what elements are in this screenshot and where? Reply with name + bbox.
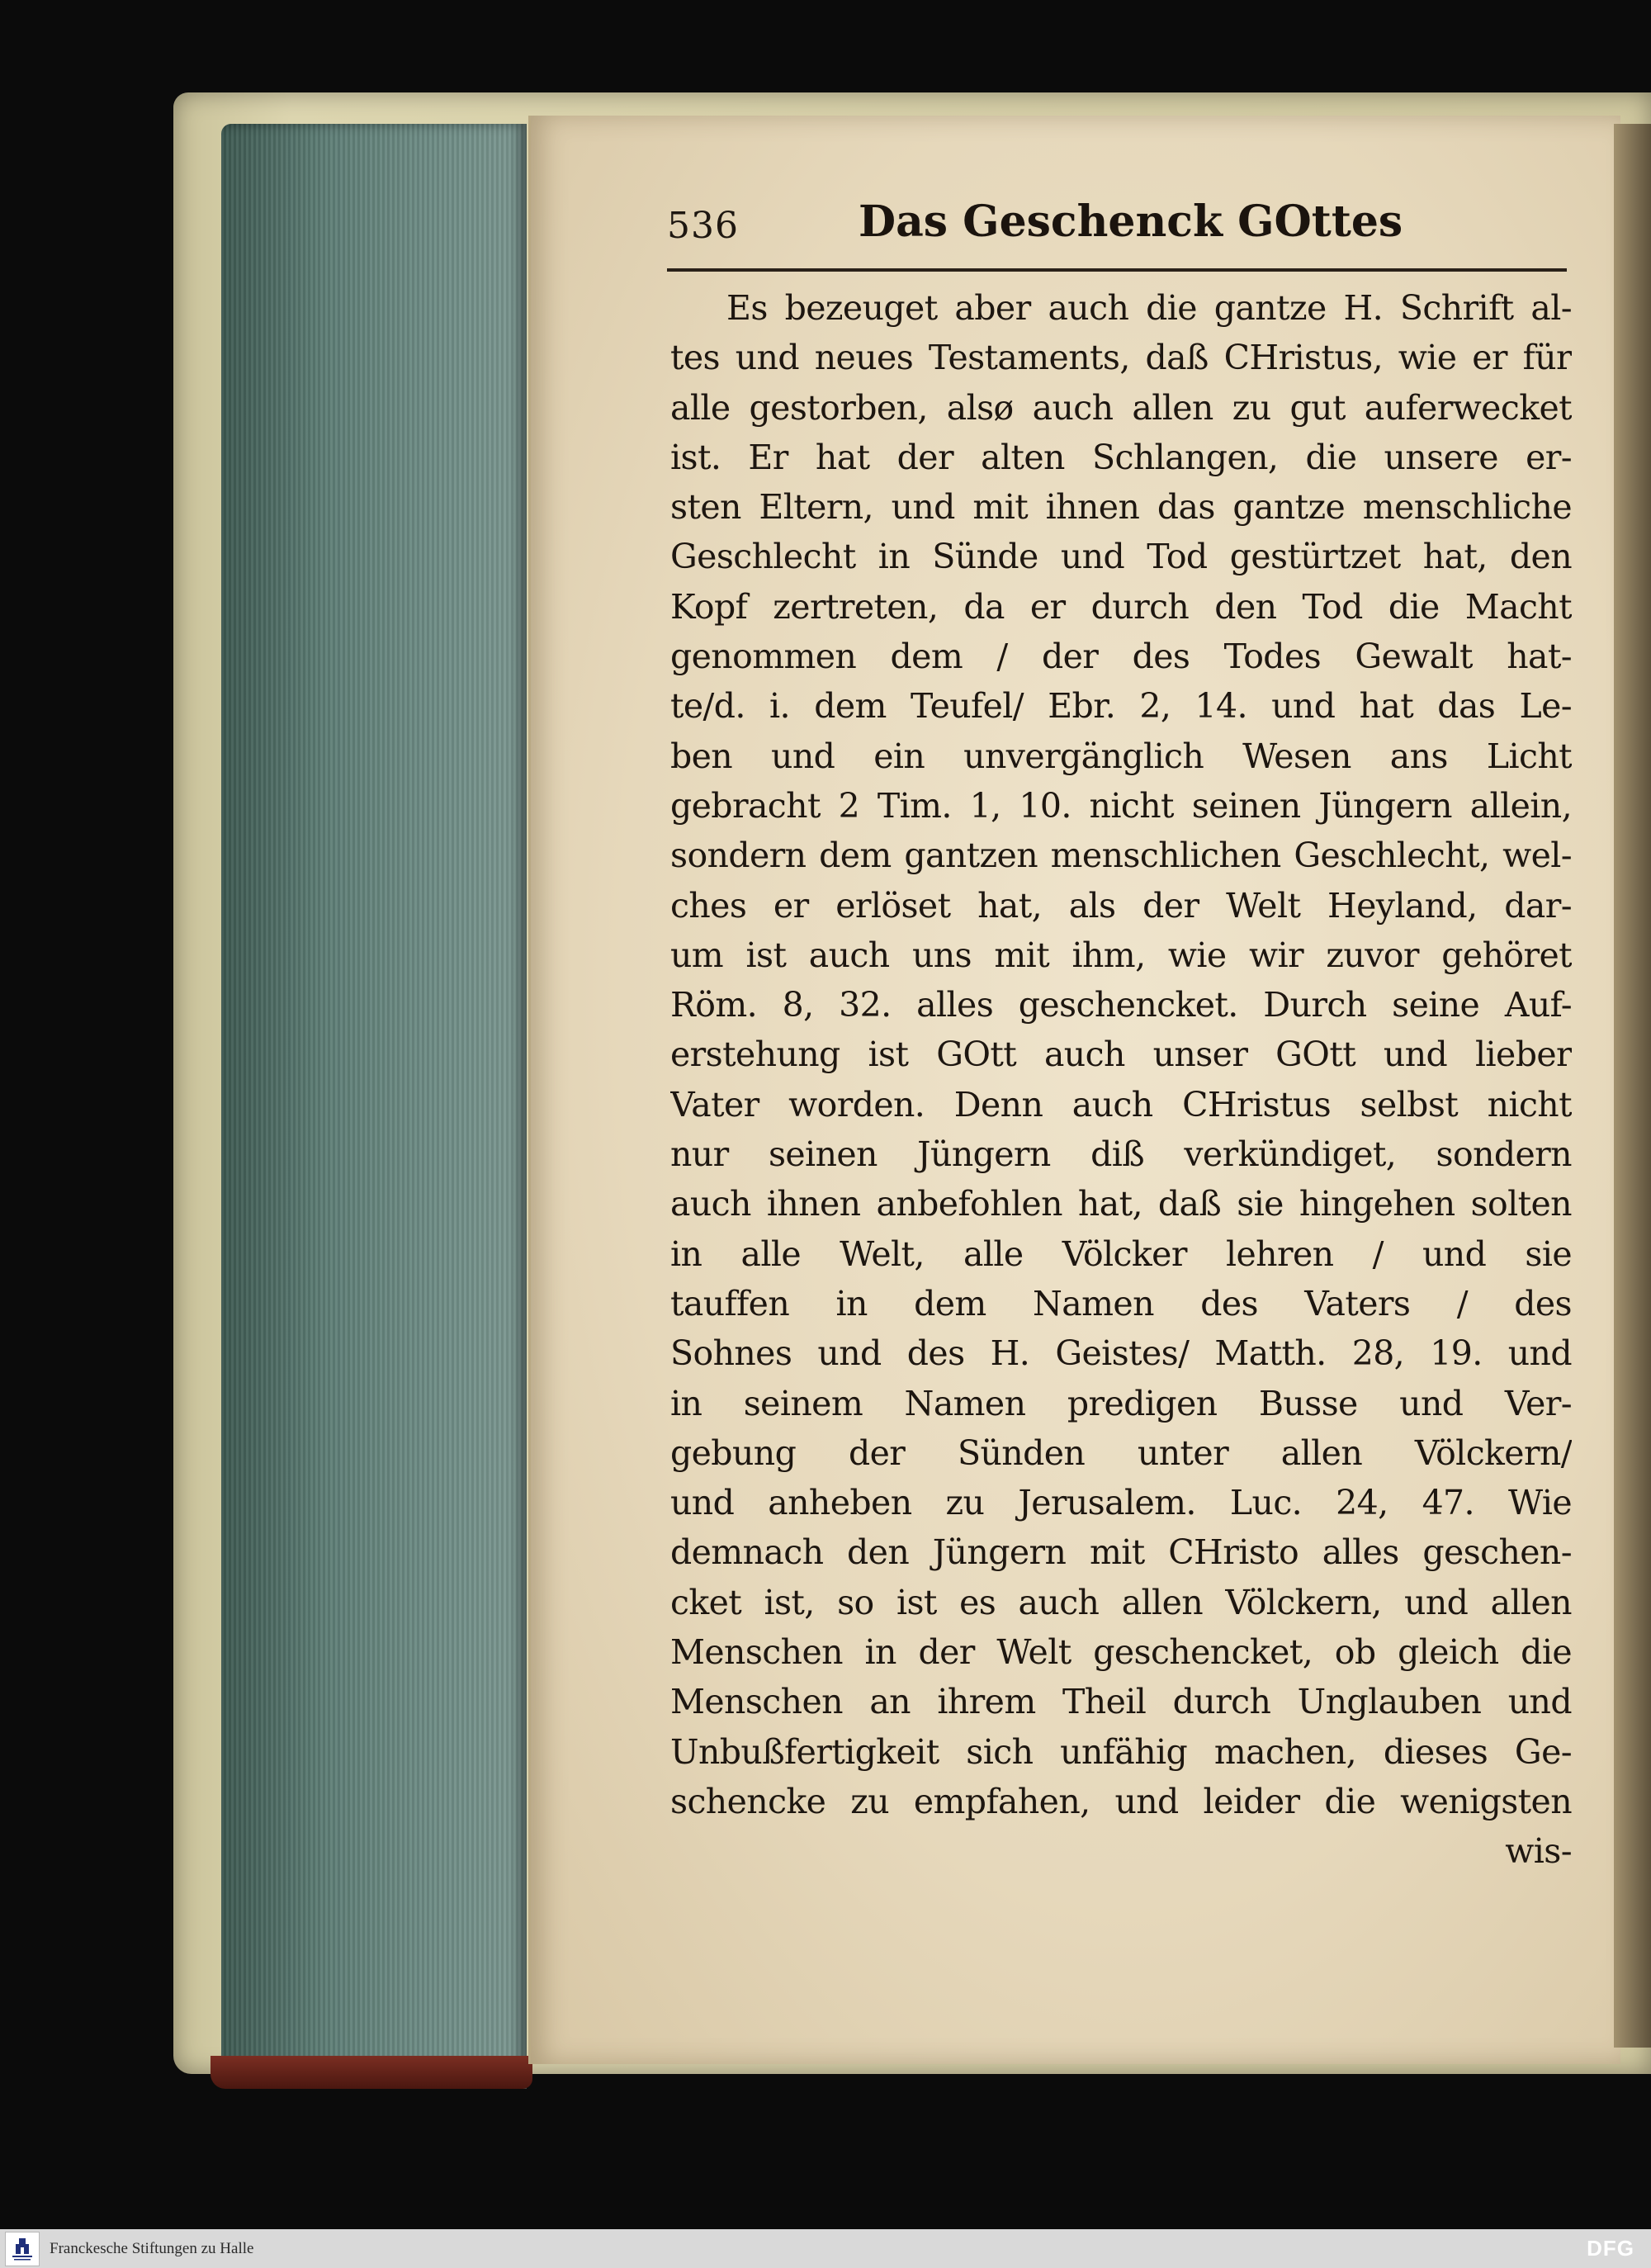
text-line: demnach den Jüngern mit CHristo alles geschen- bbox=[670, 1532, 1572, 1573]
page-number: 536 bbox=[667, 205, 739, 247]
text-line: auch ihnen anbefohlen hat, daß sie hingehen solten bbox=[670, 1184, 1572, 1224]
text-line: Sohnes und des H. Geistes/ Matth. 28, 19. und bbox=[670, 1333, 1572, 1374]
text-line: in seinem Namen predigen Busse und Ver- bbox=[670, 1383, 1572, 1423]
text-line: ist. Er hat der alten Schlangen, die unsere er- bbox=[670, 437, 1572, 477]
text-line: Menschen an ihrem Theil durch Unglauben und bbox=[670, 1682, 1572, 1722]
text-line: Menschen in der Welt geschencket, ob gleich die bbox=[670, 1632, 1572, 1673]
text-line: und anheben zu Jerusalem. Luc. 24, 47. Wie bbox=[670, 1483, 1572, 1523]
page-edges-block bbox=[221, 124, 527, 2089]
dfg-logo[interactable]: DFG bbox=[1587, 2236, 1634, 2261]
text-line: nur seinen Jüngern diß verkündiget, sondern bbox=[670, 1134, 1572, 1175]
text-line: um ist auch uns mit ihm, wie wir zuvor gehöret bbox=[670, 935, 1572, 975]
text-line: Kopf zertreten, da er durch den Tod die Macht bbox=[670, 586, 1572, 627]
footer-bar bbox=[0, 2229, 1651, 2268]
facing-page-edge bbox=[1614, 124, 1651, 2048]
text-line: ben und ein unvergänglich Wesen ans Licht bbox=[670, 736, 1572, 776]
text-line: ches er erlöset hat, als der Welt Heyland, dar- bbox=[670, 885, 1572, 926]
text-line: te/d. i. dem Teufel/ Ebr. 2, 14. und hat das Le- bbox=[670, 686, 1572, 727]
text-line: tes und neues Testaments, daß CHristus, wie er für bbox=[670, 338, 1572, 378]
running-title: Das Geschenck GOttes bbox=[859, 196, 1403, 247]
text-line: tauffen in dem Namen des Vaters / des bbox=[670, 1283, 1572, 1323]
text-line: Es bezeuget aber auch die gantze H. Schrift al- bbox=[726, 288, 1572, 328]
text-line: schencke zu empfahen, und leider die wenigsten bbox=[670, 1781, 1572, 1821]
text-line: in alle Welt, alle Völcker lehren / und sie bbox=[670, 1233, 1572, 1274]
text-line: gebung der Sünden unter allen Völckern/ bbox=[670, 1432, 1572, 1473]
institution-name[interactable]: Franckesche Stiftungen zu Halle bbox=[50, 2239, 254, 2257]
main-text bbox=[670, 283, 1572, 1877]
text-line: genommen dem / der des Todes Gewalt hat- bbox=[670, 637, 1572, 677]
text-line: erstehung ist GOtt auch unser GOtt und lieber bbox=[670, 1035, 1572, 1075]
text-line: alle gestorben, alsø auch allen zu gut auferwecket bbox=[670, 387, 1572, 428]
book-bottom-edge bbox=[211, 2056, 532, 2089]
text-line: sondern dem gantzen menschlichen Geschlecht, wel- bbox=[670, 836, 1572, 876]
text-line: cket ist, so ist es auch allen Völckern, und allen bbox=[670, 1582, 1572, 1622]
text-line: sten Eltern, und mit ihnen das gantze menschliche bbox=[670, 487, 1572, 528]
catchword: wis- bbox=[1505, 1831, 1572, 1872]
text-line: Röm. 8, 32. alles geschencket. Durch seine Auf- bbox=[670, 985, 1572, 1025]
text-line: Vater worden. Denn auch CHristus selbst nicht bbox=[670, 1084, 1572, 1125]
text-line: gebracht 2 Tim. 1, 10. nicht seinen Jüngern allein, bbox=[670, 785, 1572, 826]
text-line: Unbußfertigkeit sich unfähig machen, dieses Ge- bbox=[670, 1731, 1572, 1772]
header-rule bbox=[667, 268, 1567, 272]
text-line: Geschlecht in Sünde und Tod gestürtzet hat, den bbox=[670, 537, 1572, 577]
institution-logo-icon[interactable] bbox=[5, 2232, 40, 2266]
